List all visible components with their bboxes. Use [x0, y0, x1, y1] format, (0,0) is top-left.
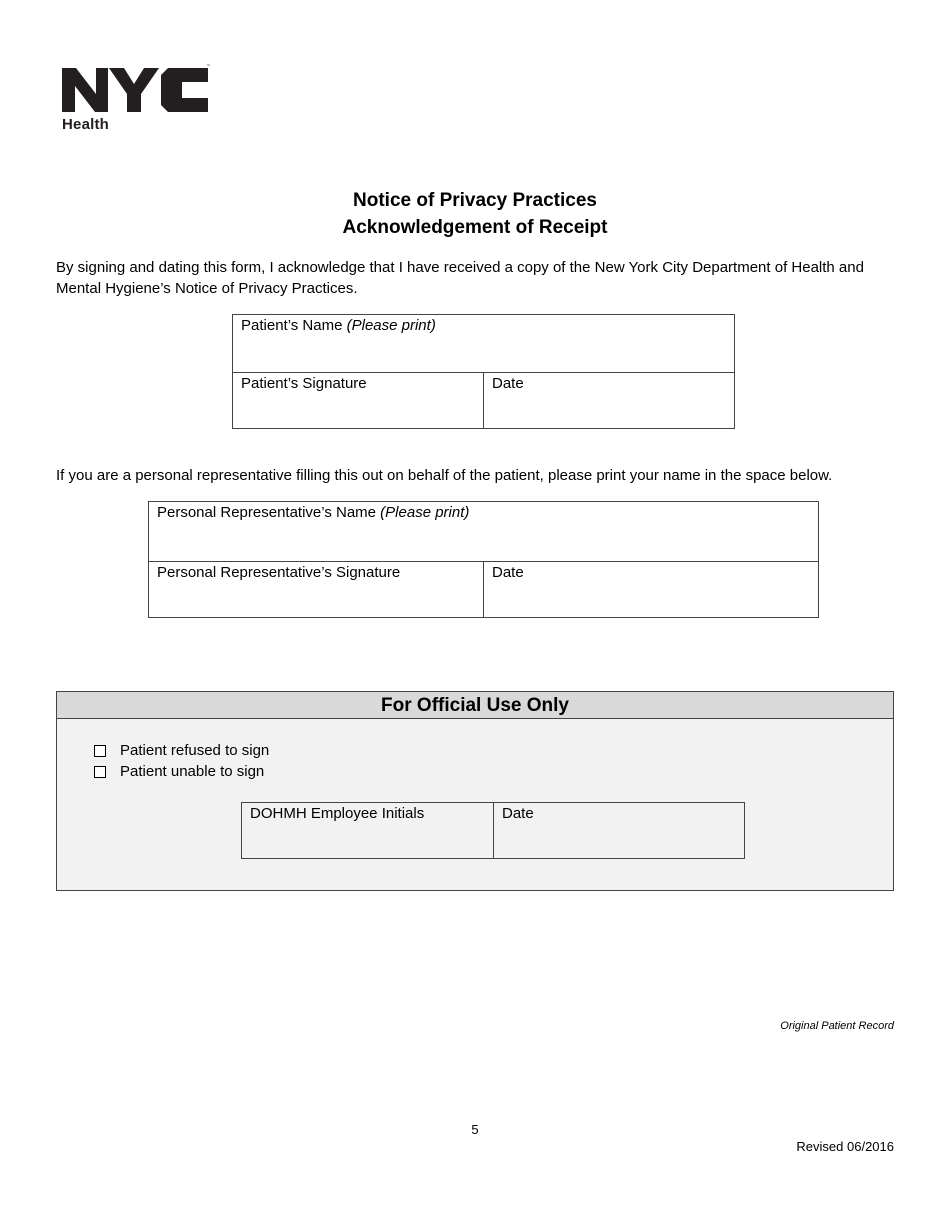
official-use-header: For Official Use Only: [57, 692, 893, 719]
employee-initials-field[interactable]: [242, 803, 494, 858]
representative-info-box: [148, 501, 819, 618]
svg-text:™: ™: [206, 64, 211, 70]
nyc-logo-mark: [62, 64, 212, 114]
official-date-label: Date: [502, 805, 534, 822]
representative-name-hint: (Please print): [380, 504, 470, 521]
patient-name-label: Patient’s Name: [241, 317, 347, 334]
official-date-field[interactable]: [494, 803, 744, 858]
revision-date: Revised 06/2016: [796, 1139, 894, 1154]
acknowledgement-text: By signing and dating this form, I acknowledge that I have received a copy of the New York City Department of Health and Mental Hygiene’s Notice of Privacy Practices.: [56, 259, 864, 297]
representative-signature-field[interactable]: [149, 562, 484, 617]
patient-name-field[interactable]: [233, 315, 734, 373]
nyc-health-logo: [62, 64, 212, 134]
representative-instruction-text: If you are a personal representative filling this out on behalf of the patient, please print your name in the space below.: [56, 467, 833, 484]
document-subtitle: Acknowledgement of Receipt: [342, 217, 608, 238]
patient-date-label: Date: [492, 375, 524, 392]
patient-signature-label: Patient’s Signature: [241, 375, 367, 392]
employee-initials-box: [241, 802, 745, 859]
representative-date-label: Date: [492, 564, 524, 581]
employee-initials-label: DOHMH Employee Initials: [250, 805, 425, 822]
representative-signature-label: Personal Representative’s Signature: [157, 564, 401, 581]
patient-date-field[interactable]: [484, 373, 734, 428]
document-title: Notice of Privacy Practices: [353, 190, 597, 211]
representative-name-label: Personal Representative’s Name: [157, 504, 381, 521]
refused-to-sign-label: Patient refused to sign: [120, 742, 270, 759]
patient-signature-field[interactable]: [233, 373, 484, 428]
official-use-panel: [56, 691, 894, 891]
representative-date-field[interactable]: [484, 562, 818, 617]
refused-to-sign-option[interactable]: [94, 742, 269, 759]
unable-to-sign-checkbox[interactable]: [94, 766, 106, 778]
unable-to-sign-option[interactable]: [94, 763, 264, 780]
patient-info-box: [232, 314, 735, 429]
patient-name-hint: (Please print): [346, 317, 436, 334]
original-record-note: Original Patient Record: [780, 1020, 894, 1032]
page-number: 5: [471, 1122, 479, 1137]
representative-name-field[interactable]: [149, 502, 818, 562]
unable-to-sign-label: Patient unable to sign: [120, 763, 265, 780]
logo-health-label: Health: [62, 116, 110, 133]
refused-to-sign-checkbox[interactable]: [94, 745, 106, 757]
